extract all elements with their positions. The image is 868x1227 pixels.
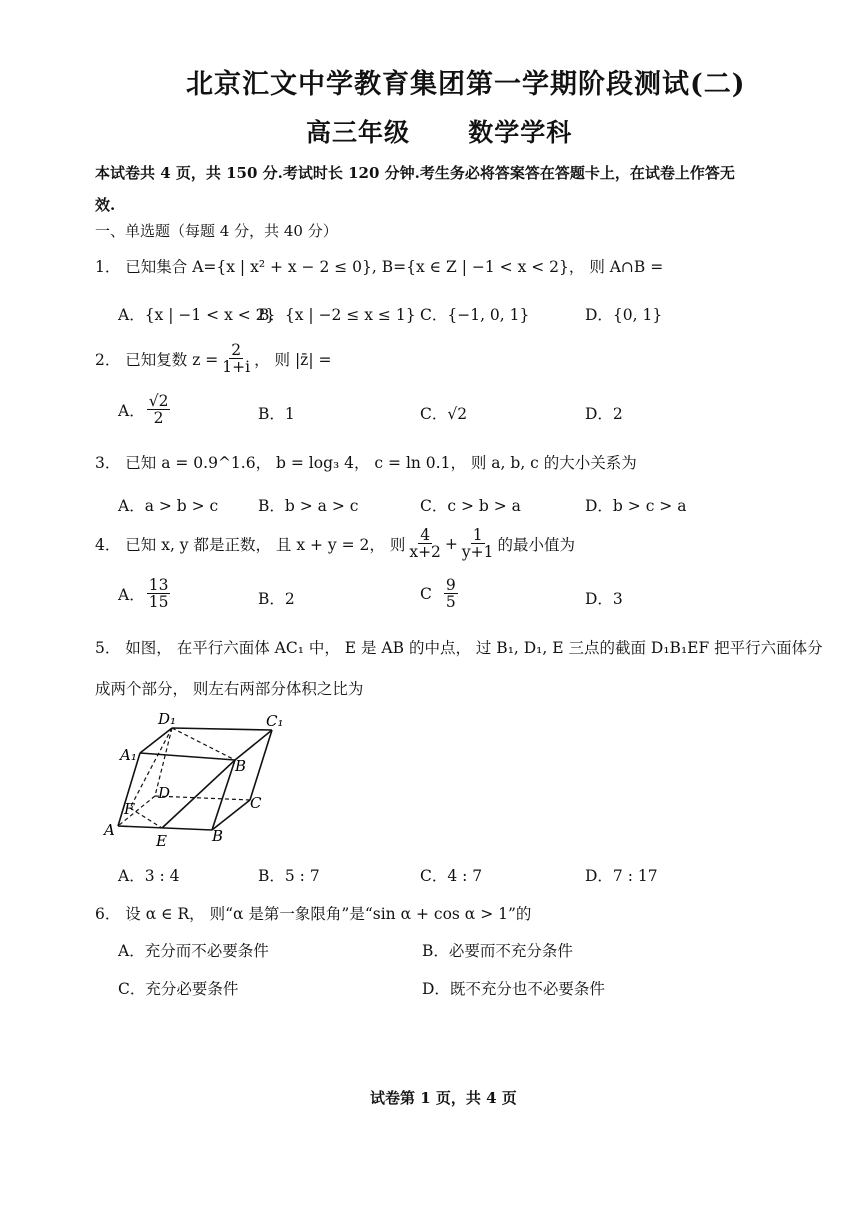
question-5-option-a: A．3 : 4: [118, 867, 180, 885]
section-heading: 一、单选题（每题 4 分，共 40 分）: [95, 222, 338, 240]
question-2-stem-pre: 2． 已知复数 z =: [95, 350, 219, 369]
label-f: F: [124, 800, 135, 818]
question-2-option-c: C．√2: [420, 405, 468, 423]
question-5-line-1: 5． 如图， 在平行六面体 AC₁ 中， E 是 AB 的中点， 过 B₁, D₁, E 三点的截面 D₁B₁EF 把平行六面体分: [95, 639, 823, 657]
question-5-line-2: 成两个部分， 则左右两部分体积之比为: [95, 680, 364, 698]
question-2-option-a-fraction: [147, 393, 171, 427]
label-d: D: [158, 784, 171, 802]
question-5-option-c: C．4 : 7: [420, 867, 483, 885]
question-4-option-d: D．3: [585, 590, 623, 608]
question-6-stem: 6． 设 α ∈ R， 则“α 是第一象限角”是“sin α + cos α > 1”的: [95, 905, 532, 923]
question-4-option-a-num: 13: [148, 576, 169, 594]
label-b: B: [212, 827, 224, 845]
question-2-option-a-label: A．: [118, 401, 145, 420]
question-2-stem: [95, 342, 332, 376]
edge-a-b: [118, 826, 212, 830]
question-6-option-c: C．充分必要条件: [118, 980, 239, 998]
question-4-stem-pre: 4． 已知 x, y 都是正数， 且 x + y = 2， 则: [95, 535, 406, 554]
question-3-option-c: C．c > b > a: [420, 497, 521, 515]
question-4-option-a-label: A．: [118, 585, 145, 604]
instructions-line-1: 本试卷共 4 页，共 150 分.考试时长 120 分钟.考生务必将答案答在答题卡上，在试卷上作答无: [95, 164, 735, 182]
question-4-fraction-1-den: x+2: [409, 543, 441, 562]
question-1-option-c: C．{−1, 0, 1}: [420, 306, 530, 324]
label-a: A: [104, 821, 115, 839]
question-4-option-c-num: 9: [445, 576, 456, 594]
page-footer: 试卷第 1 页，共 4 页: [370, 1089, 517, 1107]
edge-f-e-hidden: [130, 808, 162, 828]
label-d1: D₁: [158, 710, 177, 728]
question-4-option-a: [118, 577, 172, 611]
question-4-stem-post: 的最小值为: [497, 535, 576, 554]
question-1-stem: 1． 已知集合 A={x | x² + x − 2 ≤ 0}, B={x ∈ Z | −1 < x < 2}， 则 A∩B =: [95, 258, 664, 276]
question-4-option-c: [420, 577, 460, 611]
question-4-option-c-fraction: [444, 577, 458, 611]
question-1-option-b: B．{x | −2 ≤ x ≤ 1}: [258, 306, 416, 324]
question-1-option-a: A．{x | −1 < x < 2}: [118, 306, 276, 324]
instructions-line-2: 效.: [95, 196, 116, 214]
question-5-option-b: B．5 : 7: [258, 867, 320, 885]
question-5-option-d: D．7 : 17: [585, 867, 658, 885]
question-2-option-a: [118, 393, 172, 427]
label-e: E: [156, 832, 167, 850]
question-3-stem: 3． 已知 a = 0.9^1.6， b = log₃ 4， c = ln 0.1， 则 a, b, c 的大小关系为: [95, 454, 637, 472]
question-2-option-b: B．1: [258, 405, 295, 423]
question-4-option-a-fraction: [147, 577, 171, 611]
question-3-option-d: D．b > c > a: [585, 497, 687, 515]
edge-a1-b1: [140, 753, 235, 760]
question-2-fraction-num: 2: [231, 341, 242, 359]
question-4-fraction-2: [460, 527, 496, 561]
label-a1: A₁: [120, 746, 137, 764]
question-4-option-a-den: 15: [148, 593, 169, 612]
parallelepiped-figure: [100, 708, 300, 853]
question-2-option-a-num: √2: [148, 392, 169, 410]
question-3-option-a: A．a > b > c: [118, 497, 219, 515]
question-4-option-c-label: C: [420, 584, 432, 603]
question-4-option-b: B．2: [258, 590, 295, 608]
question-4-fraction-1: [407, 527, 443, 561]
label-c: C: [250, 794, 262, 812]
question-4-fraction-2-num: 1: [472, 526, 483, 544]
question-4-plus: +: [444, 534, 458, 553]
question-2-option-d: D．2: [585, 405, 623, 423]
question-2-stem-post: ， 则 |z̄| =: [254, 350, 332, 369]
edge-d1-b1-hidden: [172, 728, 235, 760]
edge-d1-c1: [172, 728, 272, 730]
edge-c1-c: [250, 730, 272, 800]
label-c1: C₁: [266, 712, 284, 730]
question-6-option-a: A．充分而不必要条件: [118, 942, 269, 960]
question-2-fraction-den: 1+i: [222, 358, 251, 377]
question-4-fraction-2-den: y+1: [461, 543, 494, 562]
question-2-option-a-den: 2: [153, 409, 164, 428]
question-2-fraction: [220, 342, 252, 376]
question-6-option-b: B．必要而不充分条件: [422, 942, 573, 960]
question-1-option-d: D．{0, 1}: [585, 306, 663, 324]
exam-title: 北京汇文中学教育集团第一学期阶段测试(二): [186, 69, 746, 100]
question-4-fraction-1-num: 4: [420, 526, 431, 544]
question-4-option-c-den: 5: [445, 593, 456, 612]
question-3-option-b: B．b > a > c: [258, 497, 359, 515]
label-b1: B: [235, 757, 247, 775]
exam-subtitle: 高三年级 数学学科: [306, 118, 573, 147]
question-6-option-d: D．既不充分也不必要条件: [422, 980, 605, 998]
question-4-stem: [95, 527, 575, 561]
